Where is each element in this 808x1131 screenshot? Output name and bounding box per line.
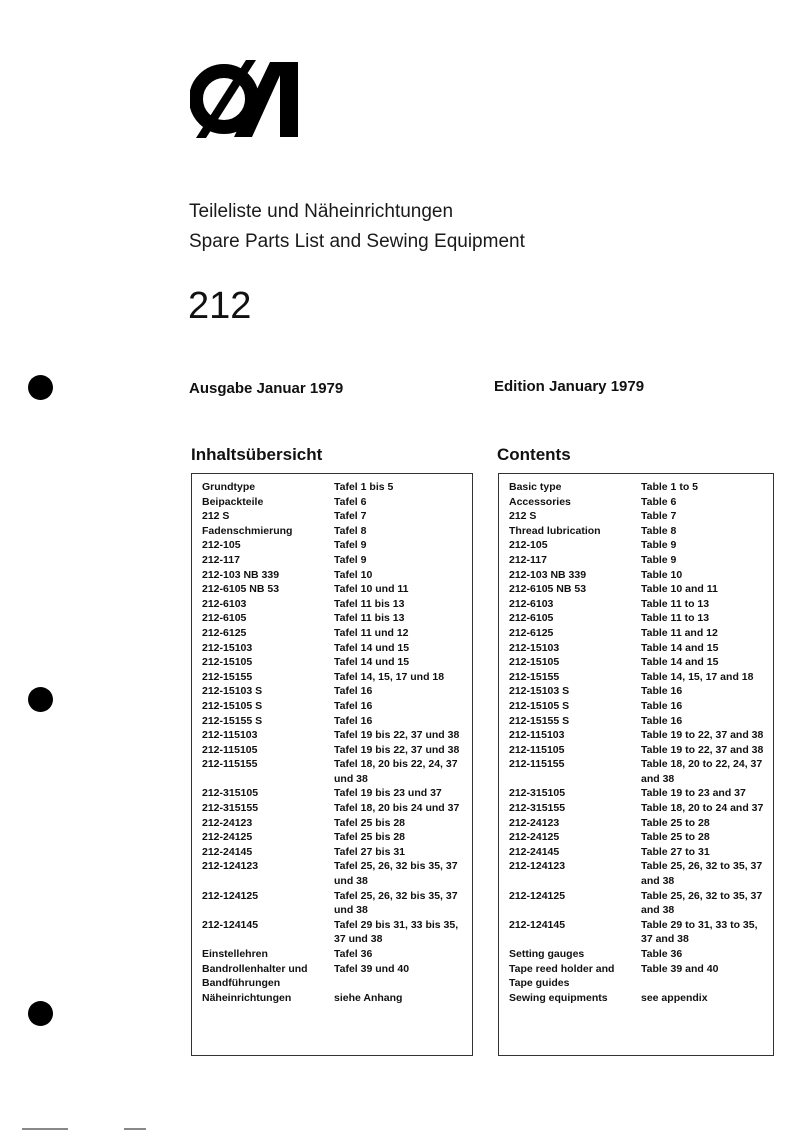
contents-item-table-ref: see appendix <box>641 991 708 1004</box>
contents-row <box>202 991 468 1006</box>
contents-item-table-ref: Table 19 to 22, 37 and 38 <box>641 743 764 756</box>
contents-table-english <box>498 473 774 1056</box>
contents-row <box>509 524 769 539</box>
contents-item-label: 212-315155 <box>509 802 566 815</box>
punch-hole <box>28 375 53 400</box>
contents-item-label: 212 S <box>202 510 230 523</box>
contents-row <box>509 553 769 568</box>
contents-item-table-ref: Table 18, 20 to 24 and 37 <box>641 802 764 815</box>
contents-row <box>509 509 769 524</box>
contents-item-label: 212-103 NB 339 <box>202 568 280 581</box>
contents-row <box>509 816 769 831</box>
model-number: 212 <box>188 285 252 327</box>
contents-item-label: Beipackteile <box>202 495 264 508</box>
contents-item-label: Bandrollenhalter und Bandführungen <box>202 962 308 990</box>
contents-item-table-ref: Table 11 to 13 <box>641 612 710 625</box>
contents-row <box>509 670 769 685</box>
contents-row <box>202 918 468 947</box>
contents-item-table-ref: Tafel 18, 20 bis 24 und 37 <box>334 802 460 815</box>
contents-item-label: Näheinrichtungen <box>202 991 292 1004</box>
contents-row <box>202 582 468 597</box>
contents-item-label: 212-15155 S <box>202 714 263 727</box>
contents-item-label: 212-6105 <box>509 612 554 625</box>
contents-item-table-ref: Table 25 to 28 <box>641 831 710 844</box>
contents-item-table-ref: Tafel 19 bis 22, 37 und 38 <box>334 729 460 742</box>
contents-item-table-ref: Table 39 and 40 <box>641 962 719 975</box>
contents-row <box>202 568 468 583</box>
edition-german: Ausgabe Januar 1979 <box>189 380 344 397</box>
contents-row <box>202 553 468 568</box>
contents-item-label: 212-15103 S <box>509 685 570 698</box>
contents-item-table-ref: Tafel 11 bis 13 <box>334 612 405 625</box>
contents-item-table-ref: Table 8 <box>641 524 677 537</box>
contents-item-label: 212-15105 <box>509 656 560 669</box>
contents-item-table-ref: Tafel 25 bis 28 <box>334 831 406 844</box>
contents-row <box>202 538 468 553</box>
contents-row <box>509 699 769 714</box>
contents-item-table-ref: Table 1 to 5 <box>641 481 698 493</box>
contents-row <box>202 480 468 495</box>
contents-item-label: 212-24125 <box>202 831 253 844</box>
contents-row <box>202 889 468 918</box>
contents-item-label: 212-315105 <box>509 787 566 800</box>
contents-item-label: 212-124145 <box>509 918 566 931</box>
contents-item-table-ref: Table 11 to 13 <box>641 597 710 610</box>
contents-row <box>509 538 769 553</box>
contents-item-label: 212-117 <box>202 553 240 566</box>
contents-item-label: 212-124125 <box>509 889 566 902</box>
contents-item-table-ref: Tafel 36 <box>334 948 373 960</box>
contents-item-label: 212-115155 <box>509 758 565 771</box>
contents-item-table-ref: Tafel 14 und 15 <box>334 641 410 654</box>
contents-row <box>202 859 468 888</box>
contents-item-label: 212-6103 <box>509 597 554 610</box>
contents-row <box>509 962 769 991</box>
contents-item-label: 212-6105 NB 53 <box>202 583 280 596</box>
contents-item-table-ref: Table 18, 20 to 22, 24, 37 and 38 <box>641 758 763 785</box>
contents-row <box>509 786 769 801</box>
contents-item-table-ref: Table 9 <box>641 539 677 552</box>
contents-item-label: 212-24125 <box>509 831 560 844</box>
contents-item-table-ref: Table 11 and 12 <box>641 626 718 639</box>
contents-row <box>202 714 468 729</box>
contents-table-german <box>191 473 473 1056</box>
contents-item-table-ref: Tafel 10 <box>334 568 373 581</box>
contents-item-label: 212-115105 <box>202 743 258 756</box>
contents-item-table-ref: Tafel 16 <box>334 714 373 727</box>
contents-row <box>509 743 769 758</box>
contents-row <box>509 626 769 641</box>
contents-item-table-ref: Tafel 1 bis 5 <box>334 481 394 493</box>
contents-item-table-ref: Table 14 and 15 <box>641 641 719 654</box>
contents-item-label: Grundtype <box>202 481 256 493</box>
contents-item-table-ref: Table 7 <box>641 510 677 523</box>
contents-item-label: 212-124123 <box>202 860 259 873</box>
contents-row <box>509 655 769 670</box>
contents-row <box>509 918 769 947</box>
contents-item-label: 212-124123 <box>509 860 566 873</box>
contents-row <box>202 830 468 845</box>
contents-item-label: Tape reed holder and Tape guides <box>509 962 615 990</box>
contents-row <box>202 611 468 626</box>
contents-row <box>202 655 468 670</box>
contents-item-table-ref: Tafel 14 und 15 <box>334 656 410 669</box>
contents-item-label: 212-6125 <box>202 626 247 639</box>
contents-item-table-ref: Tafel 19 bis 22, 37 und 38 <box>334 743 460 756</box>
contents-item-label: 212-15103 S <box>202 685 263 698</box>
contents-row <box>202 728 468 743</box>
scan-mark <box>22 1128 68 1130</box>
contents-row <box>202 626 468 641</box>
contents-item-label: 212-15155 <box>202 670 253 683</box>
contents-item-label: Accessories <box>509 495 571 508</box>
contents-item-label: 212-15103 <box>202 641 253 654</box>
contents-item-table-ref: Table 9 <box>641 553 677 566</box>
contents-item-table-ref: Table 16 <box>641 714 683 727</box>
contents-item-label: 212-117 <box>509 553 547 566</box>
contents-item-table-ref: Tafel 9 <box>334 539 367 552</box>
contents-row <box>509 684 769 699</box>
contents-row <box>202 845 468 860</box>
contents-row <box>202 699 468 714</box>
contents-row <box>509 757 769 786</box>
contents-item-table-ref: Tafel 29 bis 31, 33 bis 35, 37 und 38 <box>334 918 459 946</box>
contents-row <box>202 597 468 612</box>
contents-item-table-ref: Table 10 <box>641 568 683 581</box>
contents-item-table-ref: Tafel 16 <box>334 699 373 712</box>
contents-row <box>509 714 769 729</box>
contents-item-label: 212-6105 NB 53 <box>509 583 587 596</box>
contents-row <box>202 684 468 699</box>
contents-item-table-ref: Table 19 to 23 and 37 <box>641 787 746 800</box>
contents-item-label: 212-124125 <box>202 889 259 902</box>
contents-item-table-ref: Table 16 <box>641 685 683 698</box>
contents-item-table-ref: Table 25 to 28 <box>641 816 710 829</box>
contents-item-label: 212-103 NB 339 <box>509 568 587 581</box>
contents-item-label: 212-6125 <box>509 626 554 639</box>
contents-item-label: Setting gauges <box>509 948 585 960</box>
contents-item-table-ref: Tafel 39 und 40 <box>334 962 410 975</box>
contents-row <box>509 801 769 816</box>
contents-item-label: 212-15105 S <box>509 699 570 712</box>
contents-row <box>509 641 769 656</box>
contents-row <box>202 743 468 758</box>
contents-row <box>509 728 769 743</box>
contents-item-label: Sewing equipments <box>509 991 608 1004</box>
contents-item-label: 212-15155 S <box>509 714 570 727</box>
contents-row <box>509 991 769 1006</box>
contents-item-table-ref: Tafel 18, 20 bis 22, 24, 37 und 38 <box>334 758 458 785</box>
scan-mark <box>124 1128 146 1130</box>
contents-item-label: 212-24145 <box>202 845 253 858</box>
contents-row <box>202 509 468 524</box>
contents-row <box>202 801 468 816</box>
contents-row <box>202 524 468 539</box>
contents-item-table-ref: Tafel 7 <box>334 510 367 523</box>
contents-item-label: 212-124145 <box>202 918 259 931</box>
title-german: Teileliste und Näheinrichtungen <box>189 201 454 222</box>
contents-item-label: 212-24145 <box>509 845 560 858</box>
contents-item-label: 212-15155 <box>509 670 560 683</box>
contents-item-table-ref: Tafel 16 <box>334 685 373 698</box>
contents-item-table-ref: Table 29 to 31, 33 to 35, 37 and 38 <box>641 918 758 946</box>
contents-row <box>509 947 769 962</box>
contents-item-label: 212-6103 <box>202 597 247 610</box>
contents-item-table-ref: Tafel 6 <box>334 495 367 508</box>
contents-item-table-ref: Tafel 25, 26, 32 bis 35, 37 und 38 <box>334 860 458 888</box>
contents-item-label: 212-15103 <box>509 641 560 654</box>
contents-row <box>509 495 769 510</box>
contents-item-table-ref: Tafel 27 bis 31 <box>334 845 406 858</box>
title-english: Spare Parts List and Sewing Equipment <box>189 231 525 252</box>
contents-row <box>509 845 769 860</box>
contents-item-label: 212-115103 <box>202 729 258 742</box>
durkopp-adler-logo <box>190 58 302 138</box>
contents-item-label: 212 S <box>509 510 537 523</box>
punch-hole <box>28 687 53 712</box>
contents-item-label: 212-15105 <box>202 656 253 669</box>
contents-row <box>202 670 468 685</box>
contents-item-table-ref: Table 19 to 22, 37 and 38 <box>641 729 764 742</box>
contents-item-label: Thread lubrication <box>509 524 601 537</box>
contents-item-table-ref: Tafel 11 und 12 <box>334 626 409 639</box>
contents-row <box>202 816 468 831</box>
contents-item-label: 212-315155 <box>202 802 259 815</box>
contents-item-table-ref: Table 10 and 11 <box>641 583 718 596</box>
contents-item-table-ref: Tafel 10 und 11 <box>334 583 409 596</box>
contents-item-label: Einstellehren <box>202 948 268 960</box>
contents-item-label: 212-6105 <box>202 612 247 625</box>
contents-item-table-ref: siehe Anhang <box>334 991 403 1004</box>
contents-row <box>202 641 468 656</box>
contents-row <box>509 859 769 888</box>
contents-item-label: 212-315105 <box>202 787 259 800</box>
contents-heading-english: Contents <box>497 445 571 464</box>
contents-item-label: 212-105 <box>202 539 241 552</box>
contents-item-table-ref: Table 16 <box>641 699 683 712</box>
contents-item-label: 212-15105 S <box>202 699 263 712</box>
contents-item-label: Fadenschmierung <box>202 524 293 537</box>
contents-row <box>202 495 468 510</box>
contents-item-table-ref: Table 14 and 15 <box>641 656 719 669</box>
contents-row <box>509 480 769 495</box>
contents-row <box>202 786 468 801</box>
contents-item-table-ref: Tafel 14, 15, 17 und 18 <box>334 670 445 683</box>
contents-item-table-ref: Tafel 9 <box>334 553 367 566</box>
contents-row <box>509 889 769 918</box>
contents-item-label: Basic type <box>509 481 562 493</box>
contents-item-label: 212-105 <box>509 539 548 552</box>
contents-item-label: 212-115103 <box>509 729 565 742</box>
contents-item-table-ref: Table 6 <box>641 495 677 508</box>
contents-item-label: 212-115155 <box>202 758 258 771</box>
contents-item-table-ref: Tafel 25, 26, 32 bis 35, 37 und 38 <box>334 889 458 917</box>
contents-item-table-ref: Table 25, 26, 32 to 35, 37 and 38 <box>641 889 763 917</box>
contents-row <box>202 947 468 962</box>
contents-item-label: 212-24123 <box>509 816 560 829</box>
contents-row <box>509 597 769 612</box>
contents-item-table-ref: Tafel 8 <box>334 524 367 537</box>
contents-item-label: 212-24123 <box>202 816 253 829</box>
contents-item-table-ref: Tafel 19 bis 23 und 37 <box>334 787 442 800</box>
contents-heading-german: Inhaltsübersicht <box>191 445 323 464</box>
contents-item-table-ref: Table 25, 26, 32 to 35, 37 and 38 <box>641 860 763 888</box>
punch-hole <box>28 1001 53 1026</box>
edition-english: Edition January 1979 <box>494 378 645 395</box>
contents-item-table-ref: Table 36 <box>641 948 683 960</box>
contents-row <box>509 582 769 597</box>
contents-item-table-ref: Table 14, 15, 17 and 18 <box>641 670 754 683</box>
contents-row <box>509 611 769 626</box>
contents-row <box>509 568 769 583</box>
contents-row <box>202 962 468 991</box>
contents-item-table-ref: Tafel 25 bis 28 <box>334 816 406 829</box>
contents-row <box>509 830 769 845</box>
contents-row <box>202 757 468 786</box>
contents-item-table-ref: Table 27 to 31 <box>641 845 710 858</box>
contents-item-table-ref: Tafel 11 bis 13 <box>334 597 405 610</box>
contents-item-label: 212-115105 <box>509 743 565 756</box>
